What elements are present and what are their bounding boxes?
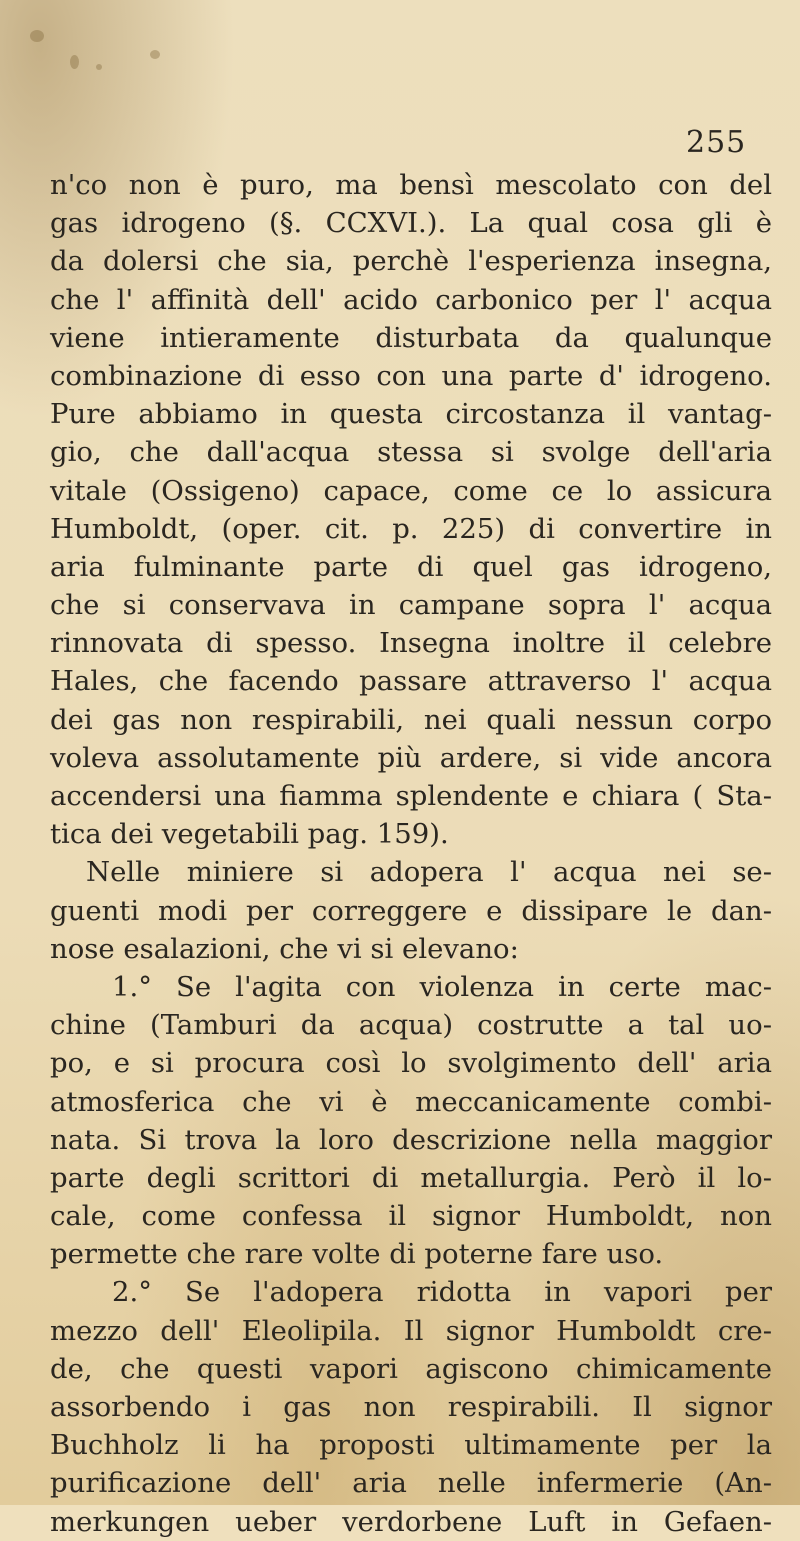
text-line: Hales, che facendo passare attraverso l' acqua	[50, 665, 772, 698]
text-line: accendersi una fiamma splendente e chiara ( Sta-	[50, 780, 772, 812]
ink-stain	[30, 30, 44, 42]
text-line: aria fulminante parte di quel gas idrogeno,	[50, 550, 772, 583]
text-line: guenti modi per correggere e dissipare le dan-	[50, 894, 772, 927]
text-line: Humboldt, (oper. cit. p. 225) di convertire in	[50, 512, 772, 545]
ink-stain	[150, 50, 160, 59]
page-number: 255	[686, 125, 747, 160]
text-line: n'co non è puro, ma bensì mescolato con del	[50, 169, 772, 201]
text-line: 1.° Se l'agita con violenza in certe mac-	[112, 970, 772, 1003]
text-line: Nelle miniere si adopera l' acqua nei se-	[86, 856, 772, 889]
text-line: dei gas non respirabili, nei quali nessun corpo	[50, 703, 772, 736]
body-text	[50, 166, 772, 1541]
text-line: che l' affinità dell' acido carbonico per l' acqua	[50, 283, 772, 316]
text-line: tica dei vegetabili pag. 159).	[50, 818, 449, 851]
text-line: che si conservava in campane sopra l' acqua	[50, 589, 772, 622]
text-line: po, e si procura così lo svolgimento dell' aria	[50, 1047, 772, 1080]
text-line: 2.° Se l'adopera ridotta in vapori per	[112, 1276, 772, 1309]
text-line: assorbendo i gas non respirabili. Il signor	[50, 1391, 772, 1423]
text-line: voleva assolutamente più ardere, si vide ancora	[50, 741, 772, 774]
text-line: combinazione di esso con una parte d' idrogeno.	[50, 359, 772, 392]
text-line: mezzo dell' Eleolipila. Il signor Humboldt cre-	[50, 1314, 772, 1347]
text-line: Pure abbiamo in questa circostanza il vantag-	[50, 398, 772, 431]
text-line: merkungen ueber verdorbene Luft in Gefaen-	[50, 1505, 772, 1538]
text-line: da dolersi che sia, perchè l'esperienza insegna,	[50, 245, 772, 278]
text-line: gas idrogeno (§. CCXVI.). La qual cosa gli è	[50, 207, 772, 240]
text-line: parte degli scrittori di metallurgia. Però il lo-	[50, 1161, 772, 1194]
text-line: permette che rare volte di poterne fare uso.	[50, 1238, 664, 1271]
text-line: cale, come confessa il signor Humboldt, non	[50, 1200, 772, 1233]
text-line: gio, che dall'acqua stessa si svolge dell'aria	[50, 436, 772, 469]
text-line: chine (Tamburi da acqua) costrutte a tal uo-	[50, 1009, 772, 1042]
text-line: vitale (Ossigeno) capace, come ce lo assicura	[50, 474, 772, 507]
ink-stain	[70, 55, 79, 69]
text-line: rinnovata di spesso. Insegna inoltre il celebre	[50, 627, 772, 660]
ink-stain	[96, 64, 102, 70]
text-line: viene intieramente disturbata da qualunque	[50, 321, 772, 354]
text-line: de, che questi vapori agiscono chimicamente	[50, 1352, 772, 1385]
text-line: nose esalazioni, che vi si elevano:	[50, 932, 519, 965]
text-line: nata. Si trova la loro descrizione nella maggior	[50, 1123, 772, 1156]
text-line: atmosferica che vi è meccanicamente combi-	[50, 1085, 772, 1118]
text-line: Buchholz li ha proposti ultimamente per la	[50, 1429, 772, 1462]
text-line: purificazione dell' aria nelle infermerie (An-	[50, 1467, 772, 1500]
